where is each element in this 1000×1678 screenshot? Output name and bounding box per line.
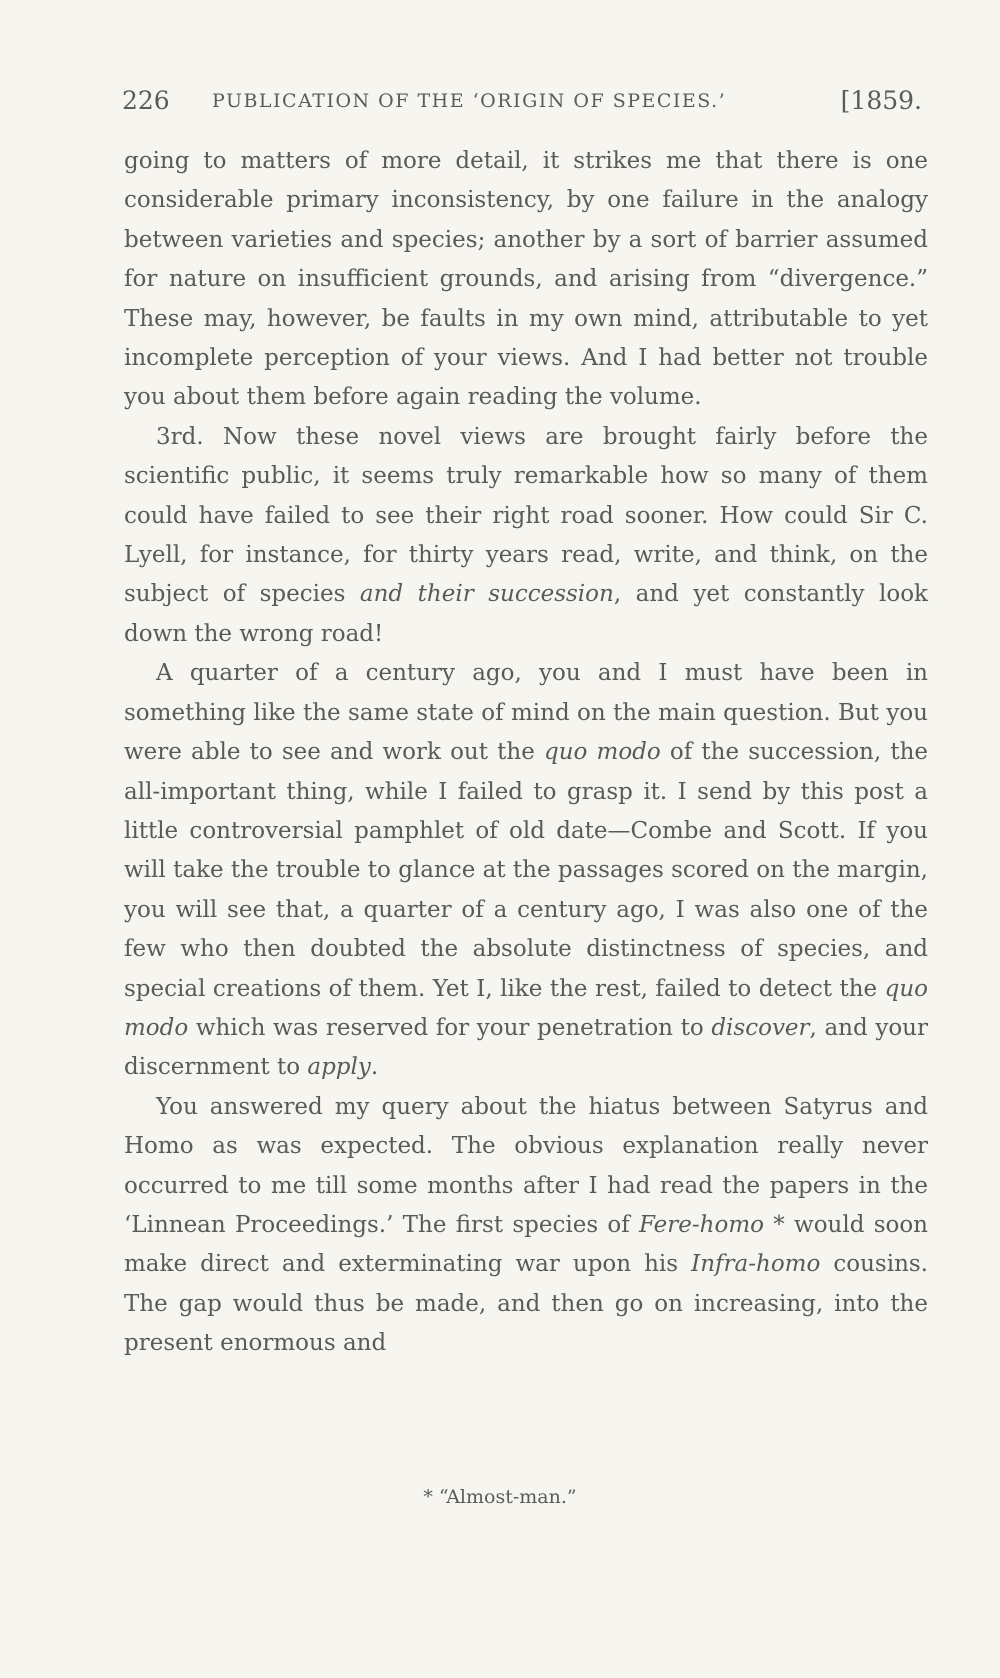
paragraph-3: A quarter of a century ago, you and I must have been in something like the same state of mind on the main question. But you were able to see and work out the quo modo of the succession, the all-important thing, while I failed to grasp it. I send by this post a little controversial pamphlet of old date—Combe and Scott. If you will take the trouble to glance at the passages scored on the margin, you will see that, a quarter of a century ago, I was also one of the few who then doubted the absolute distinctness of species, and special creations of them. Yet I, like the rest, failed to detect the quo modo which was reserved for your penetration to discover, and your discernment to apply. (124, 660, 928, 1081)
body-text (124, 142, 928, 1364)
emphasis: Infra-homo (691, 1251, 821, 1278)
emphasis: quo modo (124, 975, 928, 1041)
emphasis: apply (307, 1054, 371, 1081)
emphasis: and their succession (359, 581, 614, 608)
page-number: 226 (122, 86, 170, 115)
header-year: [1859. (840, 86, 922, 115)
running-header (122, 80, 922, 120)
emphasis: quo modo (543, 739, 661, 766)
paragraph-2: 3rd. Now these novel views are brought fairly before the scientific public, it seems truly remarkable how so many of them could have failed to see their right road sooner. How could Sir C. Lyell, for instance, for thirty years read, write, and think, on the subject of species and their succession, and yet constantly look down the wrong road! (124, 423, 928, 647)
running-title: PUBLICATION OF THE ‘ORIGIN OF SPECIES.’ (212, 90, 727, 112)
emphasis: discover (711, 1014, 810, 1041)
emphasis: Fere-homo (638, 1211, 764, 1238)
paragraph-4: You answered my query about the hiatus between Satyrus and Homo as was expected. The obvious explanation really never occurred to me till some months after I had read the papers in the ‘Linnean Proceedings.’ The first species of Fere-homo * would soon make direct and exterminating war upon his Infra-homo cousins. The gap would thus be made, and then go on increasing, into the present enormous and (124, 1093, 928, 1357)
footnote: * “Almost-man.” (423, 1486, 577, 1508)
paragraph-1: going to matters of more detail, it strikes me that there is one considerable primary inconsistency, by one failure in the analogy between varieties and species; another by a sort of barrier assumed for nature on insufficient grounds, and arising from “divergence.” These may, however, be faults in my own mind, attributable to yet incomplete perception of your views. And I had better not trouble you about them before again reading the volume. (124, 148, 928, 411)
